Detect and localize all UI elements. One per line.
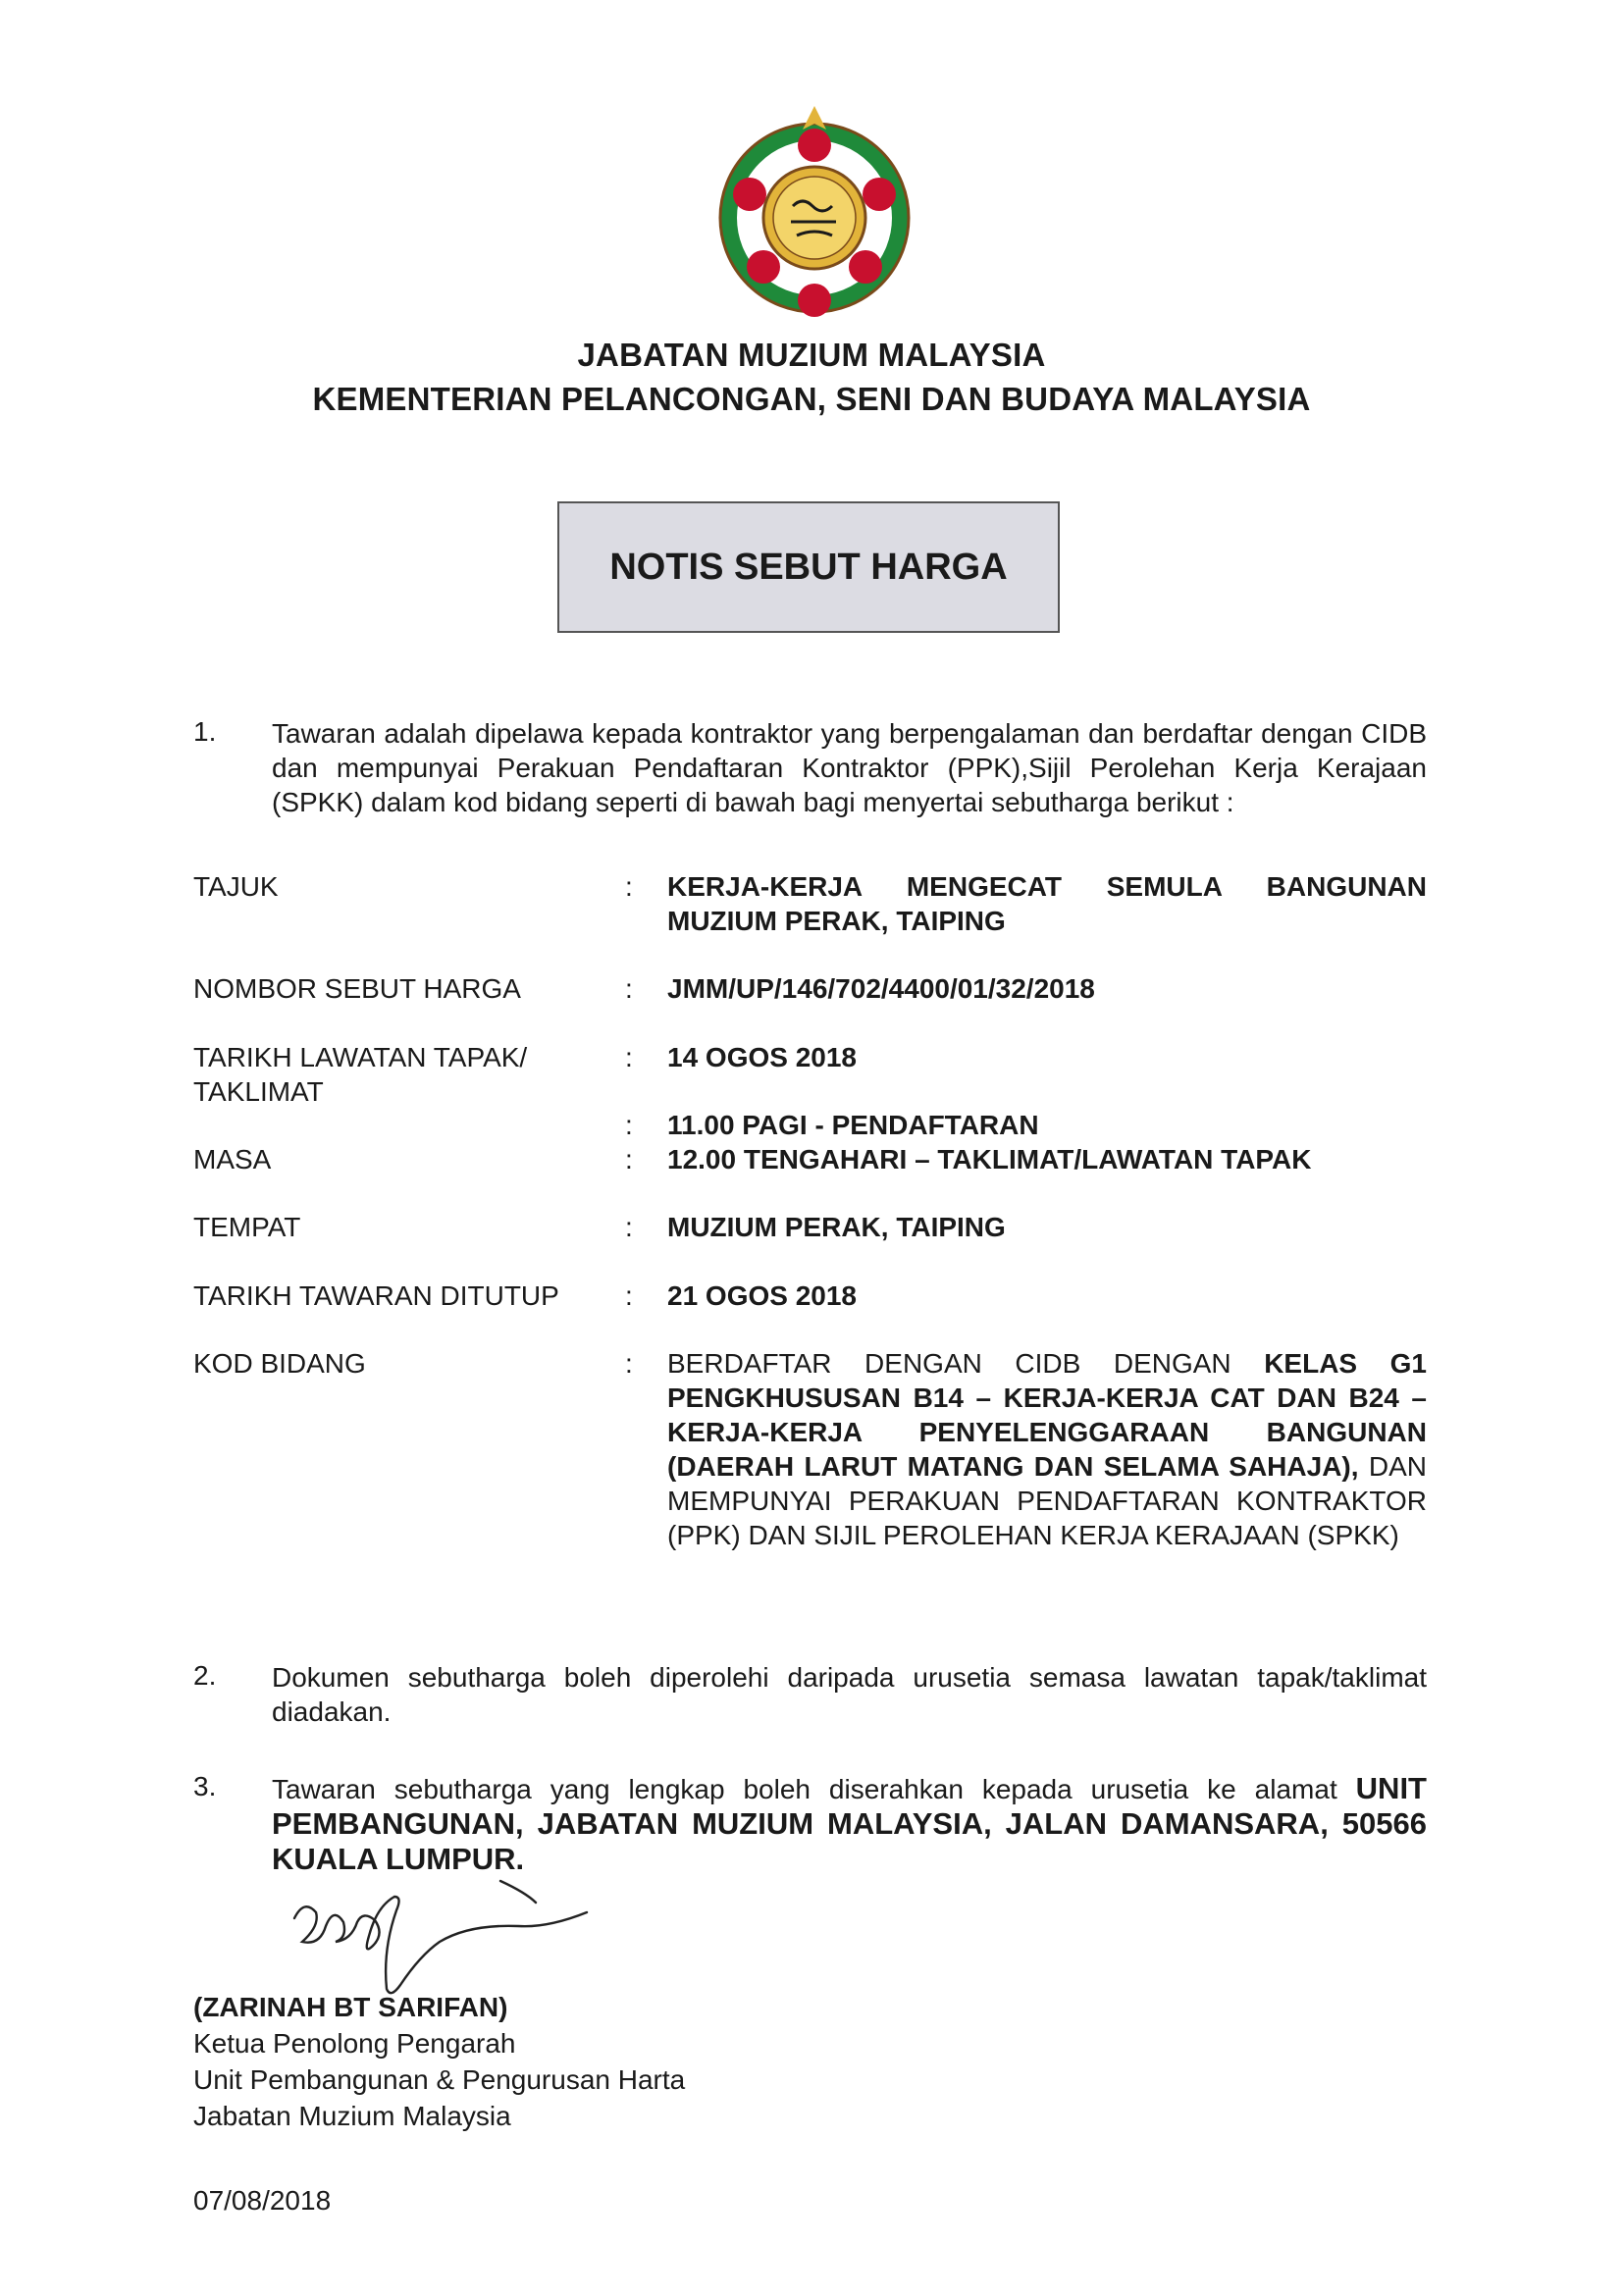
field-label-kod-bidang: KOD BIDANG [193,1348,366,1379]
field-colon: : [625,1110,633,1140]
field-value-tajuk: KERJA-KERJA MENGECAT SEMULA BANGUNAN MUZIUM PERAK, TAIPING [667,871,1427,936]
field-label-tempat: TEMPAT [193,1212,301,1242]
signatory-department: Jabatan Muzium Malaysia [193,2101,511,2131]
field-colon: : [625,871,633,902]
field-value-tarikh-lawatan: 14 OGOS 2018 [667,1042,858,1072]
ministry-name: KEMENTERIAN PELANCONGAN, SENI DAN BUDAYA MALAYSIA [312,381,1311,417]
section-1-number: 1. [193,716,217,747]
field-value-kod-bidang [667,1346,1427,1552]
field-colon: : [625,1280,633,1311]
section-3-number: 3. [193,1771,217,1801]
field-label-tajuk: TAJUK [193,871,279,902]
field-colon: : [625,1348,633,1379]
field-label-tarikh-tutup: TARIKH TAWARAN DITUTUP [193,1280,559,1311]
field-label-tarikh-lawatan: TARIKH LAWATAN TAPAK/ TAKLIMAT [193,1042,528,1107]
signatory-name: (ZARINAH BT SARIFAN) [193,1992,508,2022]
notice-title: NOTIS SEBUT HARGA [609,546,1008,588]
field-colon: : [625,1042,633,1072]
field-value-nombor: JMM/UP/146/702/4400/01/32/2018 [667,973,1095,1004]
signatory-position: Ketua Penolong Pengarah [193,2028,516,2059]
section-3-text [272,1771,1427,1877]
field-label-nombor: NOMBOR SEBUT HARGA [193,973,521,1004]
section-1-text: Tawaran adalah dipelawa kepada kontraktor yang berpengalaman dan berdaftar dengan CIDB dan mempunyai Perakuan Pendaftaran Kontraktor (PPK),Sijil Perolehan Kerja Kerajaan (SPKK) dalam kod bidang seperti di bawah bagi menyertai sebutharga berikut : [272,718,1427,817]
field-colon: : [625,1144,633,1174]
crest-emblem [763,167,865,269]
notice-title-box [557,501,1060,633]
section-3-intro: Tawaran sebutharga yang lengkap boleh diserahkan kepada urusetia ke alamat [272,1774,1356,1804]
document-date: 07/08/2018 [193,2185,332,2216]
kod-bidang-intro: BERDAFTAR DENGAN CIDB DENGAN [667,1348,1265,1379]
section-2-text: Dokumen sebutharga boleh diperolehi daripada urusetia semasa lawatan tapak/taklimat diadakan. [272,1662,1427,1727]
field-colon: : [625,973,633,1004]
section-2-number: 2. [193,1660,217,1691]
kod-bidang-class: KELAS G1 PENGKHUSUSAN B14 – KERJA-KERJA CAT DAN B24 – KERJA-KERJA PENYELENGGARAAN BANGUNAN (DAERAH LARUT MATANG DAN SELAMA SAHAJA), [667,1348,1428,1482]
field-value-tarikh-tutup: 21 OGOS 2018 [667,1280,858,1311]
section-3-address: UNIT PEMBANGUNAN, JABATAN MUZIUM MALAYSIA, JALAN DAMANSARA, 50566 KUALA LUMPUR. [272,1771,1427,1876]
department-name: JABATAN MUZIUM MALAYSIA [577,337,1046,373]
kod-bidang-requirement: DAN MEMPUNYAI PERAKUAN PENDAFTARAN KONTRAKTOR (PPK) DAN SIJIL PEROLEHAN KERJA KERAJAAN (SPKK) [667,1451,1427,1550]
field-value-masa-2: 12.00 TENGAHARI – TAKLIMAT/LAWATAN TAPAK [667,1144,1312,1174]
field-label-masa: MASA [193,1144,272,1174]
field-colon: : [625,1212,633,1242]
field-value-masa-1: 11.00 PAGI - PENDAFTARAN [667,1110,1039,1140]
ministry-crest-logo [707,98,922,334]
signatory-unit: Unit Pembangunan & Pengurusan Harta [193,2064,686,2095]
field-value-tempat: MUZIUM PERAK, TAIPING [667,1212,1006,1242]
